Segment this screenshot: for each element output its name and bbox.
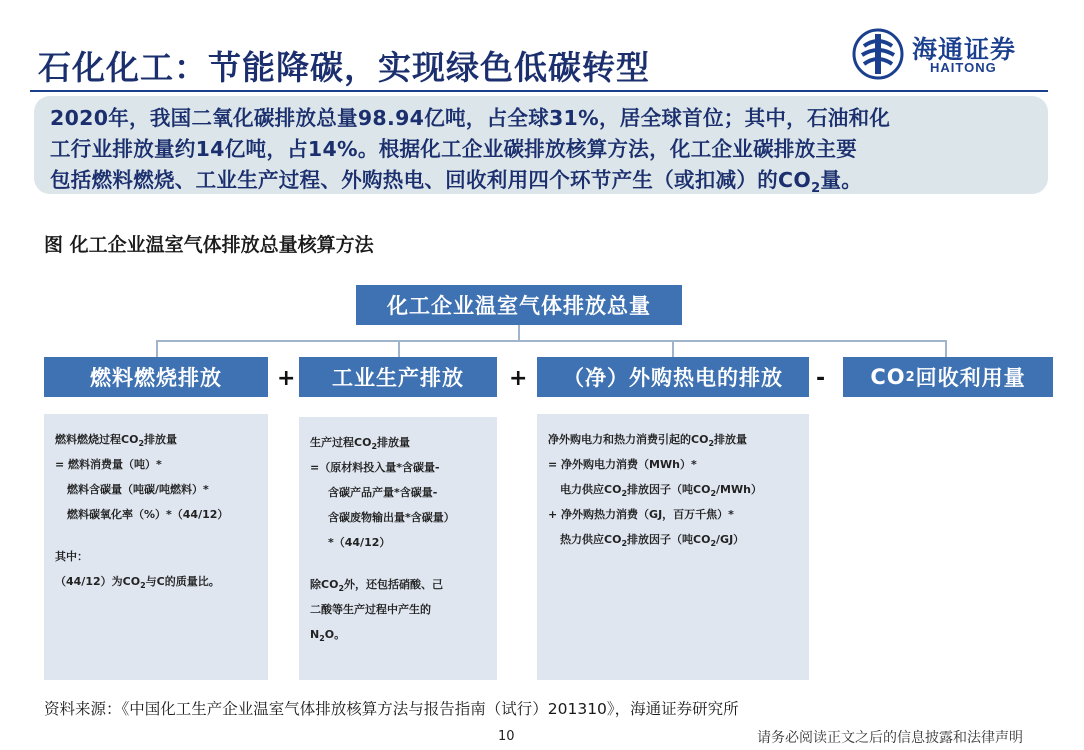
summary-line: 包括燃料燃烧、工业生产过程、外购热电、回收利用四个环节产生（或扣减）的$CO_2$量。	[50, 168, 863, 197]
total-emissions-box: 化工企业温室气体排放总量	[356, 285, 682, 325]
connector-line	[672, 340, 674, 357]
formula-line: 电力供应$CO_2$排放因子（吨$CO_2/MWh$）	[560, 483, 762, 499]
formula-note: 其中：	[55, 550, 88, 563]
haitong-logo	[852, 28, 1042, 80]
formula-line: 净外购电力和热力消费引起的$CO_2$排放量	[548, 433, 748, 449]
formula-note: 二酸等生产过程中产生的	[310, 603, 431, 616]
source-note: 资料来源：《中国化工生产企业温室气体排放核算方法与报告指南（试行）201310》，海通证券研究所	[44, 700, 739, 718]
summary-text	[50, 103, 1032, 204]
formula-line: = 净外购电力消费（MWh）*	[548, 458, 697, 471]
legal-disclaimer: 请务必阅读正文之后的信息披露和法律声明	[757, 730, 1023, 746]
logo-text-en: HAITONG	[930, 60, 997, 75]
haitong-logo-icon	[852, 28, 904, 80]
page-number: 10	[498, 729, 515, 744]
formula-line: *（44/12）	[328, 536, 391, 549]
formula-line: = 燃料消费量（吨）*	[55, 458, 162, 471]
formula-line: 燃料含碳量（吨碳/吨燃料）*	[67, 483, 209, 496]
formula-note: （44/12）为$CO_2$与C的质量比。	[55, 575, 220, 591]
connector-line	[518, 325, 520, 341]
fuel-combustion-box: 燃料燃烧排放	[44, 357, 268, 397]
formula-line: 含碳废物输出量*含碳量）	[328, 511, 455, 524]
plus-operator: +	[509, 366, 528, 391]
connector-line	[398, 340, 400, 357]
formula-note: $N_2O$。	[310, 628, 346, 644]
power-formula-panel	[537, 414, 809, 680]
formula-line: + 净外购热力消费（GJ，百万千焦）*	[548, 508, 734, 521]
minus-operator: -	[816, 366, 826, 391]
formula-line: 燃料碳氧化率（%）*（44/12）	[67, 508, 229, 521]
formula-note: 除$CO_2$外，还包括硝酸、己	[310, 578, 444, 594]
header-divider	[30, 90, 1048, 92]
industrial-process-box: 工业生产排放	[299, 357, 497, 397]
purchased-power-box: （净）外购热电的排放	[537, 357, 809, 397]
summary-line: 工行业排放量约14亿吨，占14%。根据化工企业碳排放核算方法，化工企业碳排放主要	[50, 137, 858, 161]
connector-line	[156, 340, 946, 342]
formula-line: 热力供应$CO_2$排放因子（吨$CO_2/GJ$）	[560, 533, 745, 549]
summary-box	[34, 96, 1048, 197]
figure-caption: 图 化工企业温室气体排放总量核算方法	[44, 234, 374, 256]
logo-text-cn: 海通证券	[912, 35, 1017, 64]
co2-recovery-box: CO 2 回收利用量	[843, 357, 1053, 397]
process-formula-panel	[299, 417, 497, 680]
connector-line	[156, 340, 158, 357]
summary-line: 2020年，我国二氧化碳排放总量98.94亿吨，占全球31%，居全球首位；其中，石油和化	[50, 106, 891, 130]
fuel-formula-panel	[44, 414, 268, 680]
formula-line: =（原材料投入量*含碳量-	[310, 461, 440, 474]
connector-line	[945, 340, 947, 357]
formula-line: 含碳产品产量*含碳量-	[328, 486, 438, 499]
formula-line: 生产过程$CO_2$排放量	[310, 436, 411, 452]
plus-operator: +	[277, 366, 296, 391]
page-title: 石化化工：节能降碳，实现绿色低碳转型	[38, 48, 650, 87]
formula-line: 燃料燃烧过程$CO_2$排放量	[55, 433, 178, 449]
